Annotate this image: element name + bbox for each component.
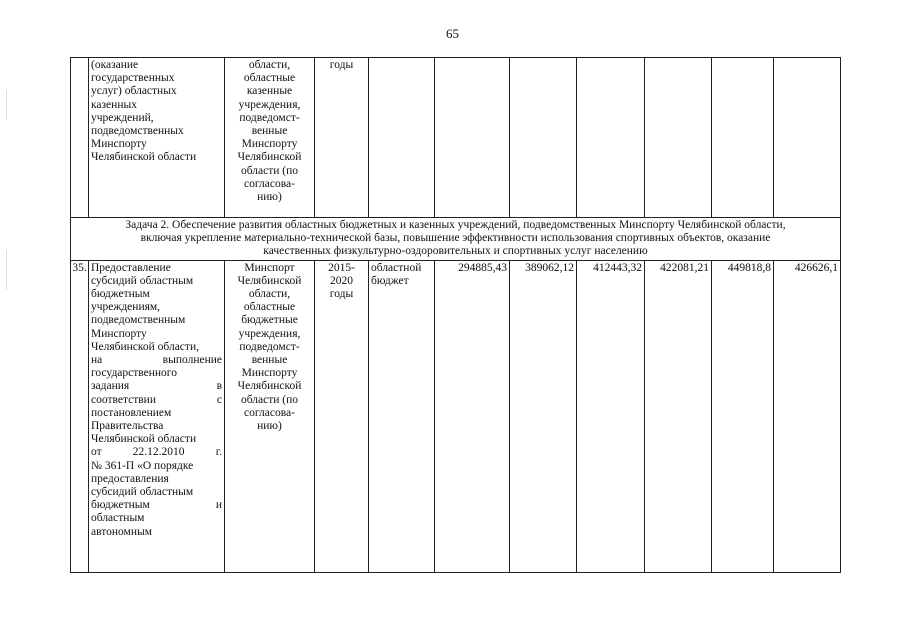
- executor-line: нию): [257, 191, 282, 204]
- program-table: [70, 57, 841, 573]
- funding-source-cell: [369, 260, 435, 572]
- event-name-cell: [89, 58, 225, 218]
- executor-line: областные: [243, 72, 296, 85]
- event-name-line: Минспорту: [91, 138, 147, 151]
- value-2015: 294885,43: [435, 260, 510, 572]
- value-2017: 412443,32: [577, 260, 645, 572]
- event-name-line: [91, 288, 222, 301]
- event-name-line: [91, 486, 222, 499]
- event-name-line: [91, 394, 222, 407]
- event-name-line: подведомственных: [91, 125, 184, 138]
- event-name-line: учреждений,: [91, 111, 154, 124]
- event-name-line-word: Предоставление: [91, 261, 171, 274]
- value-cell: [645, 58, 712, 218]
- executor-line: учреждения,: [238, 327, 301, 340]
- executor-line: подведомст-: [239, 340, 300, 353]
- task-2-line: включая укрепление материально-технической базы, повышение эффективности использования спортивных объектов, оказание: [140, 232, 771, 245]
- executor-line: области,: [248, 288, 291, 301]
- executor-cell: [225, 260, 315, 572]
- value-cell: [712, 58, 774, 218]
- event-name-line-word: выполнение: [162, 354, 222, 367]
- value-2020: 426626,1: [774, 260, 841, 572]
- executor-cell: [225, 58, 315, 218]
- event-name-line-word: государственного: [91, 367, 177, 380]
- executor-line: области (по: [240, 393, 299, 406]
- event-name-line: [91, 407, 222, 420]
- page-number: 65: [446, 26, 459, 41]
- executor-line: венные: [251, 125, 288, 138]
- term-line: 2015-: [328, 261, 355, 274]
- event-name-line-word: задания: [91, 380, 130, 393]
- funding-source-line: областной: [371, 261, 422, 274]
- event-name-line-word: в: [216, 380, 222, 393]
- executor-line: Челябинской: [237, 380, 302, 393]
- event-name-line-word: соответствии: [91, 393, 156, 406]
- event-name-line: государственных: [91, 72, 175, 85]
- event-name-line: [91, 420, 222, 433]
- executor-line: Минспорту: [241, 367, 298, 380]
- executor-line: бюджетные: [241, 314, 298, 327]
- funding-source-line: бюджет: [371, 274, 409, 287]
- row-number-cell: [71, 58, 89, 218]
- event-name-line-word: г.: [215, 446, 222, 459]
- value-cell: [435, 58, 510, 218]
- executor-line: области (по: [240, 164, 299, 177]
- event-name-line: [91, 512, 222, 525]
- event-name-line-word: подведомственным: [91, 314, 186, 327]
- term-cell: [315, 260, 369, 572]
- value-cell: [510, 58, 577, 218]
- event-name-line-word: Правительства: [91, 420, 164, 433]
- event-name-line: [91, 473, 222, 486]
- event-name-line: [91, 446, 222, 459]
- event-name-line-word: 22.12.2010: [132, 446, 185, 459]
- executor-line: областные: [243, 301, 296, 314]
- event-name-line: [91, 380, 222, 393]
- term-line: годы: [329, 288, 354, 301]
- event-name-line-word: субсидий областным: [91, 486, 194, 499]
- table-row-continued: [71, 58, 841, 218]
- executor-line: Минспорту: [241, 138, 298, 151]
- event-name-line: [91, 275, 222, 288]
- executor-line: венные: [251, 354, 288, 367]
- event-name-line-word: автономным: [91, 525, 152, 538]
- event-name-cell: [89, 260, 225, 572]
- event-name-line: услуг) областных: [91, 85, 177, 98]
- event-name-line-word: учреждениям,: [91, 301, 161, 314]
- executor-line: Минспорт: [244, 261, 295, 274]
- value-cell: [577, 58, 645, 218]
- task-2-heading: [71, 218, 841, 261]
- event-name-line-word: Минспорту: [91, 327, 147, 340]
- event-name-line-word: предоставления: [91, 472, 169, 485]
- scan-edge-mark: [6, 250, 7, 290]
- event-name-line: Челябинской области: [91, 151, 197, 164]
- event-name-line-word: и: [215, 499, 222, 512]
- value-2016: 389062,12: [510, 260, 577, 572]
- term-cell: годы: [315, 58, 369, 218]
- event-name-line: [91, 328, 222, 341]
- executor-line: области,: [248, 59, 291, 71]
- event-name-line: [91, 262, 222, 275]
- executor-line: Челябинской: [237, 274, 302, 287]
- event-name-line-word: бюджетным: [91, 288, 150, 301]
- event-name-line-word: субсидий областным: [91, 274, 194, 287]
- row-number: 35.: [71, 260, 89, 572]
- executor-line: казенные: [246, 85, 293, 98]
- event-name-line: [91, 460, 222, 473]
- task-2-row: [71, 218, 841, 261]
- value-cell: [774, 58, 841, 218]
- event-name-line-word: областным: [91, 512, 145, 525]
- executor-line: Челябинской: [237, 151, 302, 164]
- event-name-line: [91, 499, 222, 512]
- task-2-line: качественных физкультурно-оздоровительных и спортивных услуг населению: [263, 245, 648, 258]
- executor-line: нию): [257, 420, 282, 433]
- source-cell: [369, 58, 435, 218]
- event-name-line: [91, 367, 222, 380]
- event-name-line: [91, 526, 222, 539]
- event-name-line: [91, 433, 222, 446]
- event-name-line-word: на: [91, 354, 103, 367]
- event-name-line: [91, 341, 222, 354]
- value-2019: 449818,8: [712, 260, 774, 572]
- event-name-line-word: постановлением: [91, 406, 172, 419]
- executor-line: подведомст-: [239, 111, 300, 124]
- value-2018: 422081,21: [645, 260, 712, 572]
- scan-edge-mark: [6, 90, 7, 120]
- executor-line: согласова-: [244, 406, 295, 419]
- event-name-line: казенных: [91, 98, 137, 111]
- term-line: 2020: [330, 274, 353, 287]
- event-name-line-word: № 361-П «О порядке: [91, 459, 194, 472]
- event-name-line-word: от: [91, 446, 102, 459]
- executor-line: учреждения,: [238, 98, 301, 111]
- event-name-line-word: бюджетным: [91, 499, 150, 512]
- event-name-line: [91, 354, 222, 367]
- event-name-line-word: с: [216, 393, 222, 406]
- event-name-line: [91, 314, 222, 327]
- task-2-line: Задача 2. Обеспечение развития областных бюджетных и казенных учреждений, подведомственных Минспорту Челябинской области,: [125, 219, 786, 231]
- table-row-35: [71, 260, 841, 572]
- event-name-line: (оказание: [91, 59, 139, 71]
- event-name-line-word: Челябинской области,: [91, 340, 199, 353]
- event-name-line-word: Челябинской области: [91, 433, 197, 446]
- event-name-line: [91, 301, 222, 314]
- executor-line: согласова-: [244, 177, 295, 190]
